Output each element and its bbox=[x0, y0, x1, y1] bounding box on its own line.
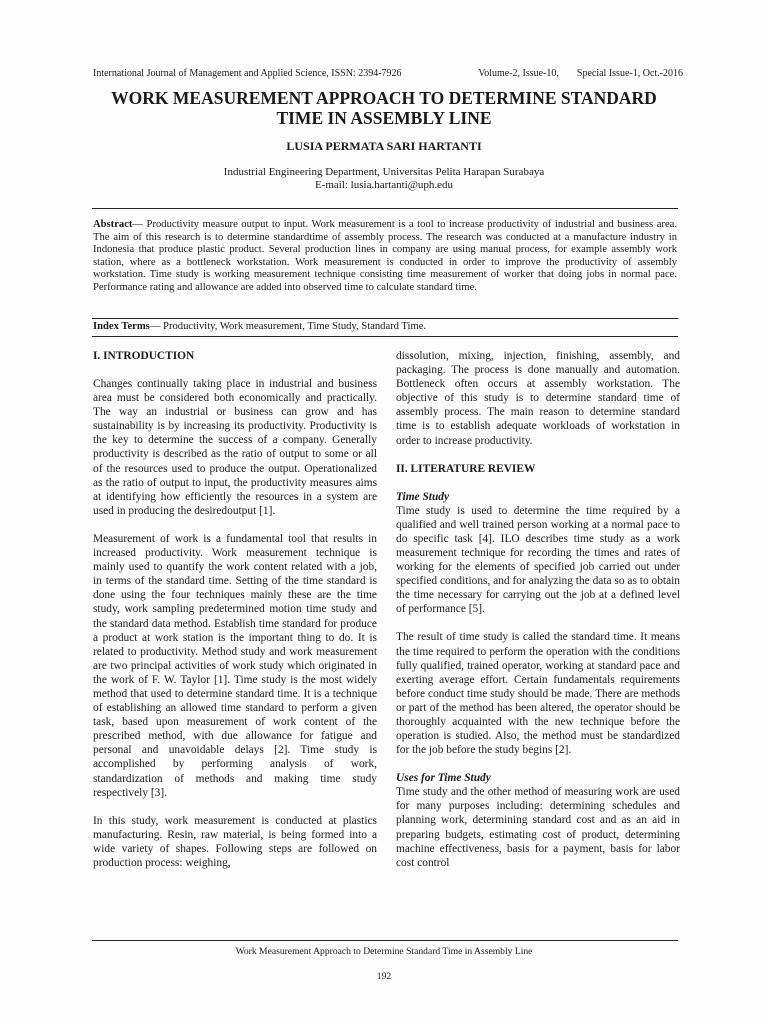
paragraph: In this study, work measurement is conducted at plastics manufacturing. Resin, raw material, is being formed into a wide variety of shapes. Following steps are followed on production process: weighing, bbox=[93, 814, 377, 869]
email: E-mail: lusia.hartanti@uph.edu bbox=[314, 179, 454, 191]
running-footer: Work Measurement Approach to Determine Standard Time in Assembly Line bbox=[235, 946, 533, 957]
volume-info: Volume-2, Issue-10, bbox=[478, 68, 559, 79]
index-terms-label: Index Terms bbox=[93, 321, 150, 332]
left-column bbox=[93, 349, 377, 884]
paper-title bbox=[60, 88, 708, 128]
title-line-2: TIME IN ASSEMBLY LINE bbox=[276, 108, 492, 128]
paragraph: The result of time study is called the standard time. It means the time required to perform the operation with the conditions fully qualified, trained operator, working at standard pace and exerting average effort. Certain fundamentals requirements before conduct time study should be made. There are methods or part of the method has been altered, the operator should be thoroughly acquainted with the new technique before the operation is studied. Also, the method must be standardized for the job before the study begins [2]. bbox=[396, 631, 680, 757]
affiliation-block bbox=[0, 166, 768, 192]
journal-info: International Journal of Management and Applied Science, ISSN: 2394-7926 bbox=[93, 68, 402, 79]
affiliation: Industrial Engineering Department, Universitas Pelita Harapan Surabaya bbox=[223, 166, 545, 178]
author-name: LUSIA PERMATA SARI HARTANTI bbox=[286, 139, 482, 153]
paragraph: Measurement of work is a fundamental tool that results in increased productivity. Work measurement technique is mainly used to quantify the work content related with a job, in terms of the standard time. Setting of the time standard is done using the four techniques mainly these are the time study, work sampling predetermined motion time study and the standard data method. Establish time standard for produce a product at work station is the important thing to do. It is related to productivity. Method study and work measurement are two principal activities of work study which originated in the work of F. W. Taylor [1]. Time study is the most widely method that used to determine standard time. It is a technique of establishing an allowed time standard to perform a given task, based upon measurement of work content of the prescribed method, with due allowance for fatigue and personal and unavoidable delays [2]. Time study is accomplished by performing analysis of work, standardization of methods and making time study respectively [3]. bbox=[93, 532, 377, 799]
running-header bbox=[93, 68, 683, 79]
index-bottom-divider bbox=[92, 336, 678, 337]
page-number: 192 bbox=[376, 971, 392, 982]
index-terms-text: — Productivity, Work measurement, Time Study, Standard Time. bbox=[149, 321, 427, 332]
paragraph: dissolution, mixing, injection, finishing, assembly, and packaging. The process is done manually and automation. Bottleneck often occurs at assembly workstation. The objective of this study is to determine standard time of assembly process. The main reason to determine standard time is to establish adequate workloads of workstation in order to increase productivity. bbox=[396, 350, 680, 447]
title-line-1: WORK MEASUREMENT APPROACH TO DETERMINE STANDARD bbox=[111, 88, 657, 108]
abstract bbox=[93, 219, 677, 295]
subheading-time-study: Time Study bbox=[396, 490, 450, 503]
subheading-uses-for-time-study: Uses for Time Study bbox=[396, 772, 491, 785]
abstract-text: — Productivity measure output to input. Work measurement is a tool to increase productivity of industrial and business area. The aim of this research is to determine standardtime of assembly process. The research was conducted at a manufacture industry in Indonesia that produce plastic product. Several production lines in company are using manual process, for example assembly work station, where as a bottleneck workstation. Work measurement is conducted in order to improve the productivity of assembly workstation. Time study is working measurement technique consisting time measurement of worker that doing jobs in normal pace. Performance rating and allowance are added into observed time to calculate standard time. bbox=[93, 219, 677, 293]
paragraph: Time study and the other method of measuring work are used for many purposes including: determining schedules and planning work, determining standard cost and as an aid in preparing budgets, estimating cost of product, determining machine effectiveness, basis for a payment, basis for labor cost control bbox=[396, 786, 680, 869]
section-heading-literature-review: II. LITERATURE REVIEW bbox=[396, 462, 536, 475]
right-column bbox=[396, 349, 680, 884]
paragraph: Time study is used to determine the time required by a qualified and well trained person working at a normal pace to do specific task [4]. ILO describes time study as a work measurement technique for recording the times and rates of working for the elements of specified job carried out under specified conditions, and for analyzing the data so as to obtain the time necessary for carrying out the job at a defined level of performance [5]. bbox=[396, 504, 680, 616]
paragraph: Changes continually taking place in industrial and business area must be considered both economically and practically. The way an industrial or business can grow and has sustainability is by increasing its productivity. Productivity is the key to determine the success of a company. Generally productivity is described as the ratio of output to some or all of the resources used to produce the output. Operationalized as the ratio of output to input, the productivity measures aims at identifying how efficiently the resources in a system are used in producing the desiredoutput [1]. bbox=[93, 378, 377, 517]
abstract-label: Abstract bbox=[93, 219, 133, 230]
footer-divider bbox=[92, 940, 678, 941]
index-top-divider bbox=[92, 318, 678, 319]
top-divider bbox=[92, 208, 678, 209]
section-heading-introduction: I. INTRODUCTION bbox=[93, 350, 195, 362]
special-issue-info: Special Issue-1, Oct.-2016 bbox=[576, 68, 683, 79]
index-terms bbox=[93, 321, 677, 332]
